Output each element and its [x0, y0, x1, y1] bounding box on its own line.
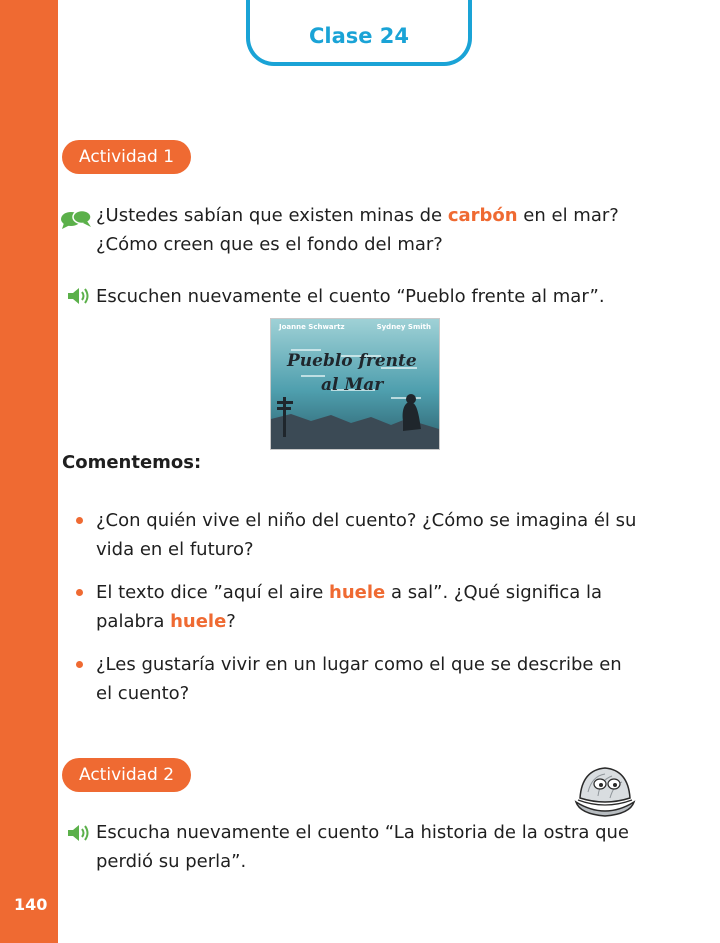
side-stripe: [0, 0, 58, 943]
highlight-carbon: carbón: [447, 205, 518, 226]
bullet-dot: [76, 517, 83, 524]
page-number: 140: [14, 895, 48, 914]
listen-instruction-1: Escuchen nuevamente el cuento “Pueblo frente al mar”.: [96, 286, 605, 307]
activity-1-label: Actividad 1: [62, 140, 191, 174]
listen-instruction-2-line-1: Escucha nuevamente el cuento “La historia de la ostra que: [96, 822, 629, 843]
bullet-dot: [76, 589, 83, 596]
speaker-icon: [66, 286, 92, 306]
cover-title-line-1: Pueblo frente: [287, 351, 417, 371]
speech-bubbles-icon: [60, 209, 92, 229]
oyster-illustration: [570, 762, 640, 820]
cover-title-line-2: al Mar: [321, 375, 384, 395]
listen-instruction-2-line-2: perdió su perla”.: [96, 851, 247, 872]
bullet-2-line-1: El texto dice ”aquí el aire huele a sal”. ¿Qué significa la: [96, 582, 603, 603]
activity-2-label: Actividad 2: [62, 758, 191, 792]
bullet-3-line-1: ¿Les gustaría vivir en un lugar como el que se describe en: [96, 654, 622, 675]
discussion-heading: Comentemos:: [62, 452, 202, 473]
bullet-1-line-1: ¿Con quién vive el niño del cuento? ¿Cómo se imagina él su: [96, 510, 637, 531]
class-tab: [246, 0, 472, 66]
bullet-1-line-2: vida en el futuro?: [96, 539, 254, 560]
bullet-dot: [76, 661, 83, 668]
speaker-icon: [66, 823, 92, 843]
bullet-2-line-2: palabra huele?: [96, 611, 236, 632]
class-title: Clase 24: [308, 24, 410, 48]
question-line-1: ¿Ustedes sabían que existen minas de carbón en el mar?: [96, 205, 619, 226]
bullet-3-line-2: el cuento?: [96, 683, 190, 704]
question-line-2: ¿Cómo creen que es el fondo del mar?: [96, 234, 443, 255]
book-cover: [270, 318, 440, 450]
highlight-huele: huele: [329, 582, 386, 603]
highlight-huele: huele: [170, 611, 227, 632]
cover-author: Joanne Schwartz: [279, 323, 345, 331]
cover-illustrator: Sydney Smith: [376, 323, 431, 331]
